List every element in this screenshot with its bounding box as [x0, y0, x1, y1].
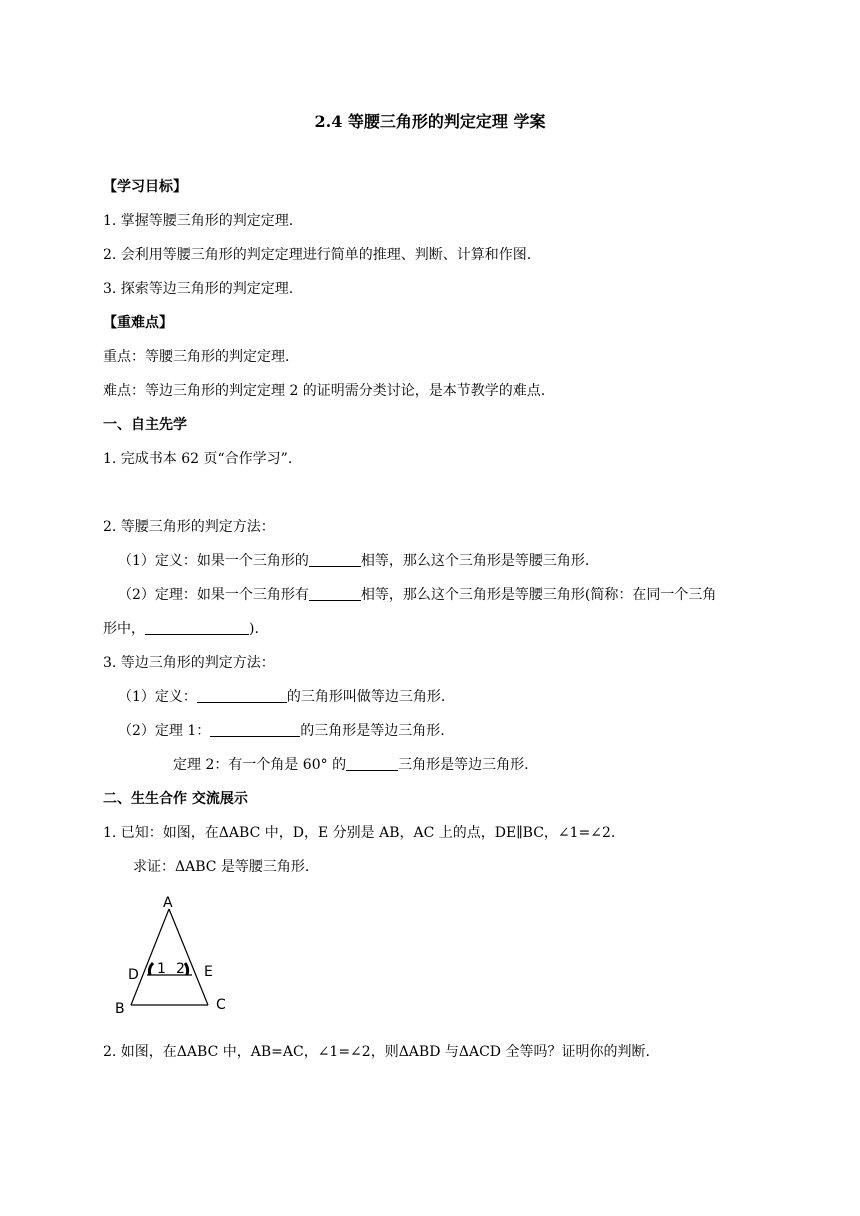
question-2-definition: （1）定义：如果一个三角形的 相等，那么这个三角形是等腰三角形.: [118, 553, 590, 569]
key-point-focus: 重点：等腰三角形的判定定理.: [103, 349, 290, 365]
answer-blank[interactable]: [145, 620, 249, 635]
section2-heading: 二、生生合作 交流展示: [103, 791, 248, 807]
vertex-label-a: A: [163, 895, 173, 911]
answer-blank[interactable]: [197, 688, 287, 703]
question-3-definition: （1）定义： 的三角形叫做等边三角形.: [118, 689, 446, 705]
answer-blank[interactable]: [346, 756, 398, 771]
angle-label-1: 1: [157, 961, 166, 977]
answer-blank[interactable]: [309, 552, 361, 567]
question-2-theorem: （2）定理：如果一个三角形有 相等，那么这个三角形是等腰三角形(简称：在同一个三角: [118, 587, 717, 603]
answer-blank[interactable]: [210, 722, 300, 737]
question-3-theorem-1: （2）定理 1： 的三角形是等边三角形.: [118, 723, 445, 739]
vertex-label-b: B: [115, 1001, 125, 1017]
problem-1: 1. 已知：如图，在ΔABC 中，D，E 分别是 AB，AC 上的点，DE∥BC，∠1=∠2.: [103, 825, 616, 841]
vertex-label-c: C: [216, 997, 226, 1013]
page-title: 2.4 等腰三角形的判定定理 学案: [314, 112, 546, 131]
objective-item: 2. 会利用等腰三角形的判定定理进行简单的推理、判断、计算和作图.: [103, 247, 532, 263]
answer-blank[interactable]: [309, 586, 361, 601]
problem-1-prove: 求证：ΔABC 是等腰三角形.: [133, 859, 310, 875]
objectives-heading: 【学习目标】: [103, 179, 187, 195]
key-points-heading: 【重难点】: [103, 315, 173, 331]
question-3: 3. 等边三角形的判定方法：: [103, 655, 275, 671]
vertex-label-e: E: [204, 964, 213, 980]
objective-item: 3. 探索等边三角形的判定定理.: [103, 281, 294, 297]
section1-heading: 一、自主先学: [103, 417, 187, 433]
objective-item: 1. 掌握等腰三角形的判定定理.: [103, 213, 294, 229]
question-2: 2. 等腰三角形的判定方法：: [103, 519, 275, 535]
vertex-label-d: D: [128, 967, 139, 983]
question-1: 1. 完成书本 62 页“合作学习”.: [103, 451, 293, 467]
key-point-difficulty: 难点：等边三角形的判定定理 2 的证明需分类讨论，是本节教学的难点.: [103, 383, 546, 399]
problem-2: 2. 如图，在ΔABC 中，AB=AC，∠1=∠2，则ΔABD 与ΔACD 全等吗？证明你的判断.: [103, 1044, 650, 1060]
angle-label-2: 2: [176, 961, 185, 977]
triangle-figure: [108, 892, 238, 1020]
question-3-theorem-2: 定理 2：有一个角是 60° 的 三角形是等边三角形.: [173, 757, 529, 773]
question-2-theorem-cont: 形中， ).: [103, 621, 259, 637]
